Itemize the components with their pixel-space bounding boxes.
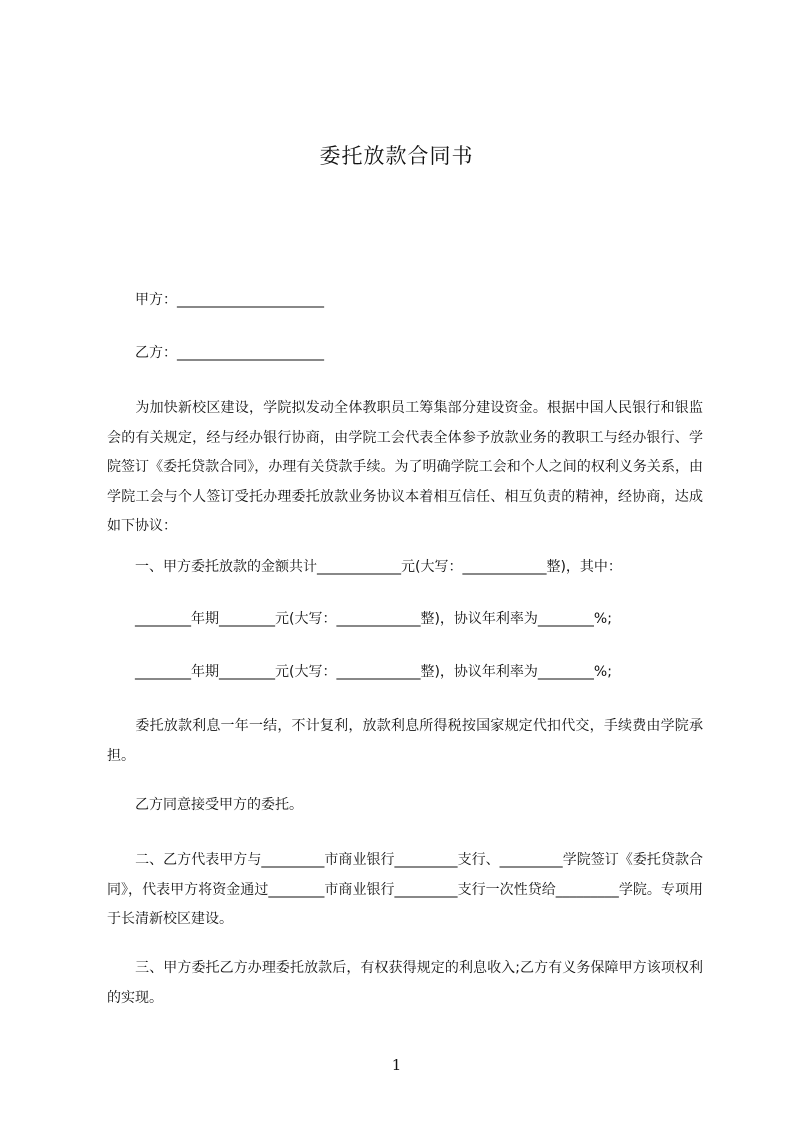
clause-2: 二、乙方代表甲方与_________市商业银行_________支行、_________学院签订《委托贷款合同》，代表甲方将资金通过________市商业银行_________支行一次性贷给_________学院。专项用于长清新校区建设。 <box>107 852 703 927</box>
document-title: 委托放款合同书 <box>319 144 474 168</box>
term-line-2: ________年期________元(大写：____________整)，协议年利率为________%; <box>135 664 612 680</box>
clause-1: 一、甲方委托放款的金额共计____________元(大写：____________整)，其中： <box>135 559 622 575</box>
clause-3: 三、甲方委托乙方办理委托放款后，有权获得规定的利息收入;乙方有义务保障甲方该项权利的实现。 <box>107 960 703 1006</box>
intro-paragraph: 为加快新校区建设，学院拟发动全体教职员工筹集部分建设资金。根据中国人民银行和银监会的有关规定，经与经办银行协商，由学院工会代表全体参予放款业务的教职工与经办银行、学院签订《委托贷款合同》，办理有关贷款手续。为了明确学院工会和个人之间的权利义务关系，由学院工会与个人签订受托办理委托放款业务协议本着相互信任、相互负责的精神，经协商，达成如下协议： <box>107 400 703 534</box>
agreement-line: 乙方同意接受甲方的委托。 <box>135 797 303 813</box>
page-number: 1 <box>391 1056 402 1074</box>
party-a-line: 甲方：_____________________ <box>135 292 324 308</box>
term-line-1: ________年期________元(大写：____________整)，协议年利率为________%; <box>135 611 612 627</box>
party-b-line: 乙方：_____________________ <box>135 345 324 361</box>
interest-paragraph: 委托放款利息一年一结，不计复利，放款利息所得税按国家规定代扣代交，手续费由学院承担。 <box>107 718 703 764</box>
